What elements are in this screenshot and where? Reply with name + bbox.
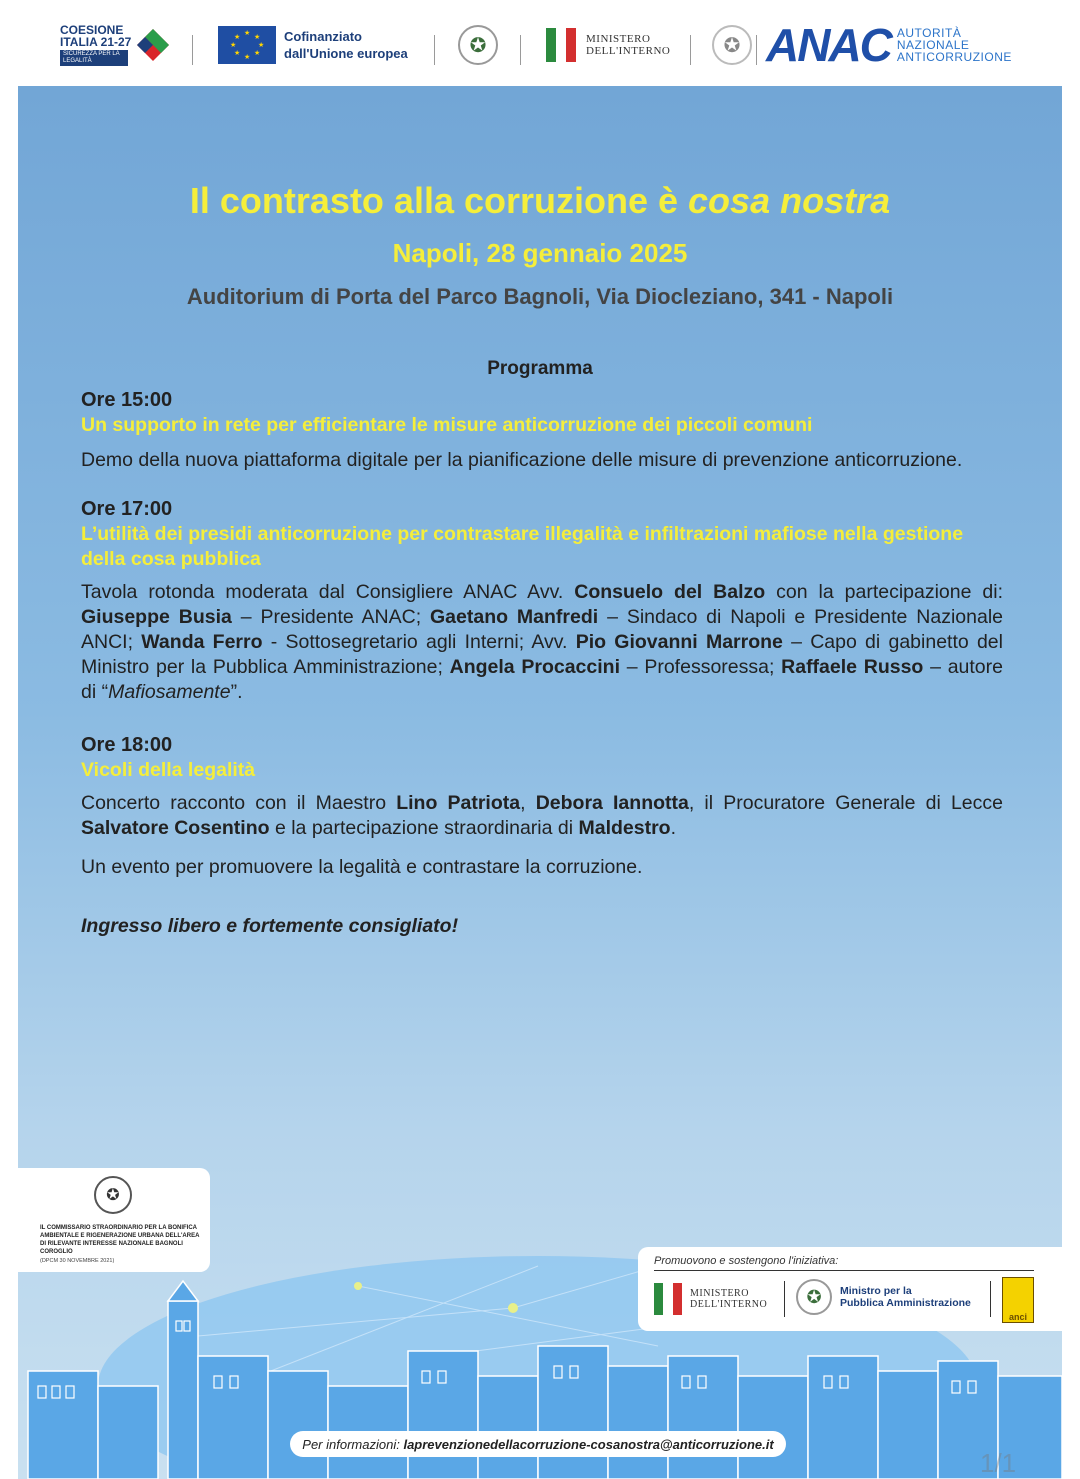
header-logo-bar (18, 5, 1062, 85)
session-description: Concerto racconto con il Maestro Lino Patriota, Debora Iannotta, il Procuratore Generale di Lecce Salvatore Cosentino e la partecipazione straordinaria di Maldestro. (81, 792, 1003, 839)
session-time: Ore 18:00 (81, 734, 173, 756)
republic-emblem-icon: ✪ (796, 1279, 832, 1315)
italian-flag-icon (654, 1283, 682, 1315)
session-1700 (81, 497, 1003, 705)
republic-seal-icon: ✪ (712, 5, 752, 85)
event-purpose: Un evento per promuovere la legalità e contrastare la corruzione. (81, 856, 643, 878)
session-description: Tavola rotonda moderata dal Consigliere ANAC Avv. Consuelo del Balzo con la partecipazione di: Giuseppe Busia – Presidente ANAC; Gaetano Manfredi – Sindaco di Napoli e Presidente Nazionale ANCI; Wanda Ferro - Sottosegretario agli Interni; Avv. Pio Giovanni Marrone – Capo di gabinetto del Ministro per la Pubblica Amministrazione; Angela Procaccini – Professoressa; Raffaele Russo – autore di “Mafiosamente”. (81, 581, 1004, 703)
session-time: Ore 17:00 (81, 498, 173, 520)
ministro-pa-logo: ✪ Ministro per la Pubblica Amministrazione (796, 1279, 971, 1315)
repubblica-emblem-icon: ✪ (458, 5, 498, 85)
closing-note: Ingresso libero e fortemente consigliato! (81, 915, 459, 937)
republic-emblem-icon: ✪ (94, 1176, 132, 1214)
session-time: Ore 15:00 (81, 389, 173, 411)
info-footer: Per informazioni: laprevenzionedellacorruzione-cosanostra@anticorruzione.it (290, 1431, 786, 1457)
event-date: Napoli, 28 gennaio 2025 (392, 238, 688, 268)
session-1500 (81, 388, 1003, 473)
italian-flag-icon (546, 28, 576, 62)
coesione-italia-logo: COESIONE ITALIA 21-27 SICUREZZA PER LA LEGALITÀ (60, 5, 175, 85)
session-description: Demo della nuova piattaforma digitale per la pianificazione delle misure di prevenzione anticorruzione. (81, 449, 963, 471)
session-1800 (81, 733, 1003, 880)
event-title: Il contrasto alla corruzione è cosa nostra (189, 180, 891, 221)
anac-logo: ANAC AUTORITÀ NAZIONALE ANTICORRUZIONE (766, 19, 1012, 71)
anci-logo: anci (1002, 1277, 1034, 1323)
promoters-box (638, 1247, 1062, 1331)
commissario-text: IL COMMISSARIO STRAORDINARIO PER LA BONIFICA AMBIENTALE E RIGENERAZIONE URBANA DELL'AREA DI RILEVANTE INTERESSE NAZIONALE BAGNOLI COROGLIO (40, 1225, 200, 1255)
session-title: L’utilità dei presidi anticorruzione per contrastare illegalità e infiltrazioni mafiose nella gestione della cosa pubblica (81, 523, 964, 570)
session-title: Un supporto in rete per efficientare le misure anticorruzione dei piccoli comuni (81, 414, 813, 436)
page-indicator: 1/1 (980, 1448, 1017, 1478)
programma-heading: Programma (487, 358, 593, 379)
ministero-interno-promo-logo: MINISTERO DELL'INTERNO (654, 1283, 767, 1315)
coesione-cube-icon (131, 25, 175, 65)
info-email-link[interactable]: laprevenzionedellacorruzione-cosanostra@anticorruzione.it (403, 1436, 774, 1452)
eu-flag-icon: ★ ★ ★ ★ ★ ★ ★ ★ (218, 26, 276, 64)
commissario-logo-box (18, 1168, 210, 1272)
event-venue: Auditorium di Porta del Parco Bagnoli, Via Diocleziano, 341 - Napoli (186, 284, 894, 309)
ministero-interno-logo: MINISTERO DELL'INTERNO (546, 5, 670, 85)
promoters-label: Promuovono e sostengono l'iniziativa: (654, 1255, 839, 1267)
eu-cofinanziato-logo: ★ ★ ★ ★ ★ ★ ★ ★ Cofinanziato dall'Unione europea (218, 5, 408, 85)
commissario-date: (DPCM 30 NOVEMBRE 2021) (40, 1258, 115, 1264)
session-title: Vicoli della legalità (81, 759, 256, 781)
